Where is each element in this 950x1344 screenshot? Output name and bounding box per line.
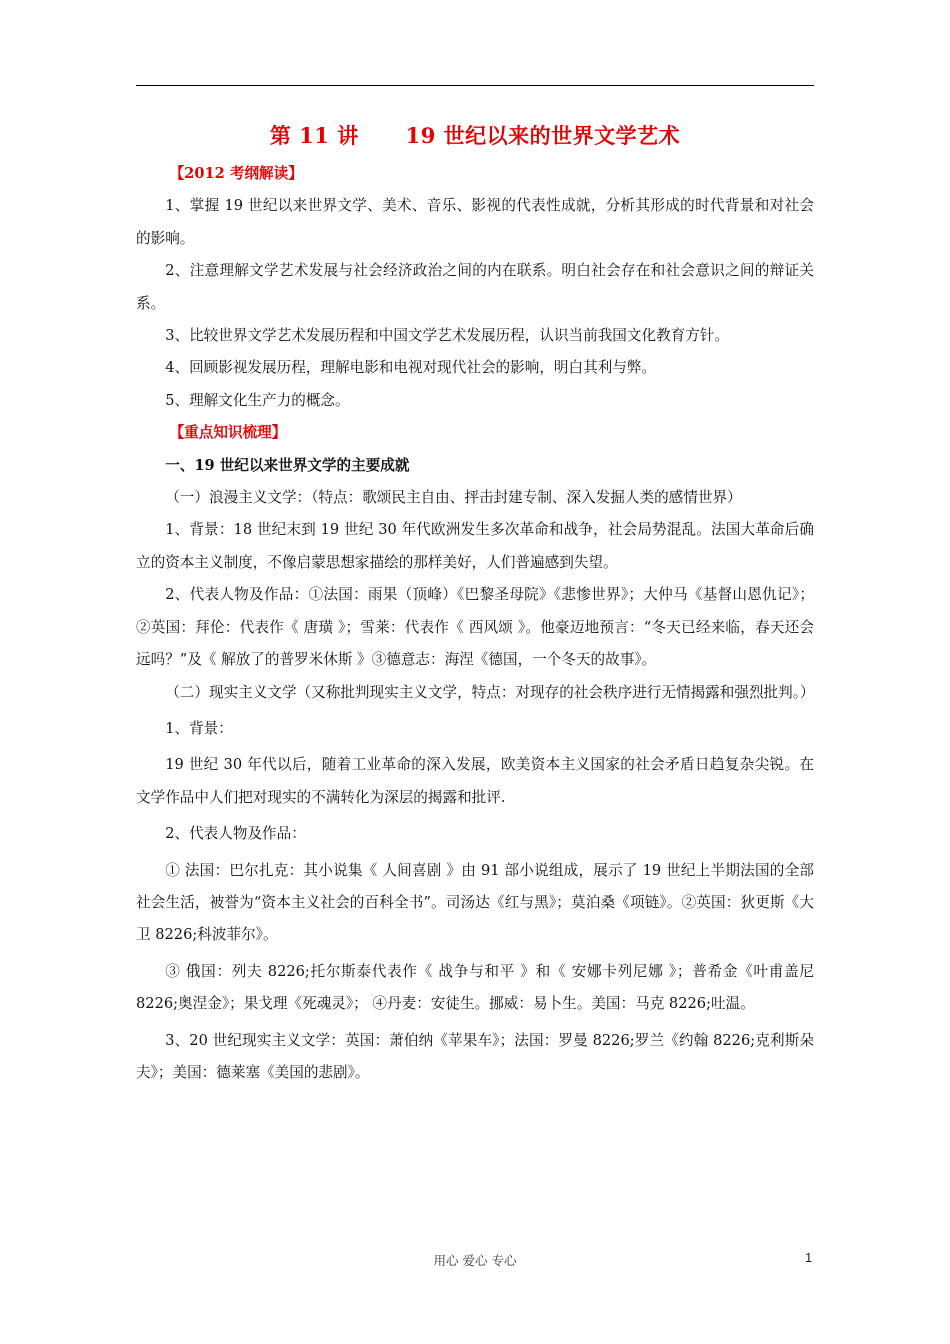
realist-works-label: 2、代表人物及作品：: [165, 825, 306, 843]
part1-heading: 一、19 世纪以来世界文学的主要成就: [165, 456, 410, 474]
syllabus-heading: 【2012 考纲解读】: [169, 165, 303, 182]
syllabus-item: 5、理解文化生产力的概念。: [165, 391, 350, 409]
document-body: [136, 158, 814, 1089]
realist-works-1: ① 法国：巴尔扎克：其小说集《 人间喜剧 》由 91 部小说组成，展示了 19 世纪上半期法国的全部社会生活，被誉为“资本主义社会的百科全书”。司汤达《红与黑》；莫泊桑《项链》。②英国：狄更斯《大卫 8226;科波菲尔》。: [136, 861, 814, 944]
romantic-works: 2、代表人物及作品：①法国：雨果（顶峰）《巴黎圣母院》《悲惨世界》；大仲马《基督山恩仇记》；②英国：拜伦：代表作《 唐璜 》；雪莱：代表作《 西风颂 》。他豪迈地预言：“冬天已经来临，春天还会远吗？”及《 解放了的普罗米休斯 》③德意志：海涅《德国，一个冬天的故事》。: [136, 586, 814, 669]
syllabus-item: 4、回顾影视发展历程，理解电影和电视对现代社会的影响，明白其利与弊。: [165, 359, 657, 377]
page-number: 1: [805, 1250, 813, 1265]
knowledge-heading: 【重点知识梳理】: [169, 424, 287, 442]
syllabus-item: 3、比较世界文学艺术发展历程和中国文学艺术发展历程，认识当前我国文化教育方针。: [165, 327, 730, 345]
header-rule: [136, 85, 814, 86]
syllabus-item: 2、注意理解文学艺术发展与社会经济政治之间的内在联系。明白社会存在和社会意识之间的辩证关系。: [136, 262, 814, 312]
romantic-heading: （一）浪漫主义文学：（特点：歌颂民主自由、抨击封建专制、深入发掘人类的感情世界）: [165, 489, 742, 507]
syllabus-item: 1、掌握 19 世纪以来世界文学、美术、音乐、影视的代表性成就，分析其形成的时代背景和对社会的影响。: [136, 197, 814, 247]
romantic-background: 1、背景：18 世纪末到 19 世纪 30 年代欧洲发生多次革命和战争，社会局势混乱。法国大革命后确立的资本主义制度，不像启蒙思想家描绘的那样美好，人们普遍感到失望。: [136, 521, 814, 571]
realist-20th-century: 3、20 世纪现实主义文学：英国：萧伯纳《苹果车》；法国：罗曼 8226;罗兰《约翰 8226;克利斯朵夫》；美国：德莱塞《美国的悲剧》。: [136, 1031, 814, 1081]
realist-works-2: ③ 俄国：列夫 8226;托尔斯泰代表作《 战争与和平 》和《 安娜卡列尼娜 》；普希金《叶甫盖尼 8226;奥涅金》；果戈理《死魂灵》； ④丹麦：安徒生。挪威：易卜生。美国：马克 8226;吐温。: [136, 962, 814, 1013]
realist-background: 19 世纪 30 年代以后，随着工业革命的深入发展，欧美资本主义国家的社会矛盾日趋复杂尖锐。在文学作品中人们把对现实的不满转化为深层的揭露和批评.: [136, 756, 814, 806]
realist-background-label: 1、背景：: [165, 719, 233, 737]
page-title: 第 11 讲 19 世纪以来的世界文学艺术: [269, 123, 681, 148]
realist-heading: （二）现实主义文学（又称批判现实主义文学，特点：对现存的社会秩序进行无情揭露和强烈批判。）: [165, 683, 815, 701]
footer-motto: 用心 爱心 专心: [433, 1253, 517, 1268]
